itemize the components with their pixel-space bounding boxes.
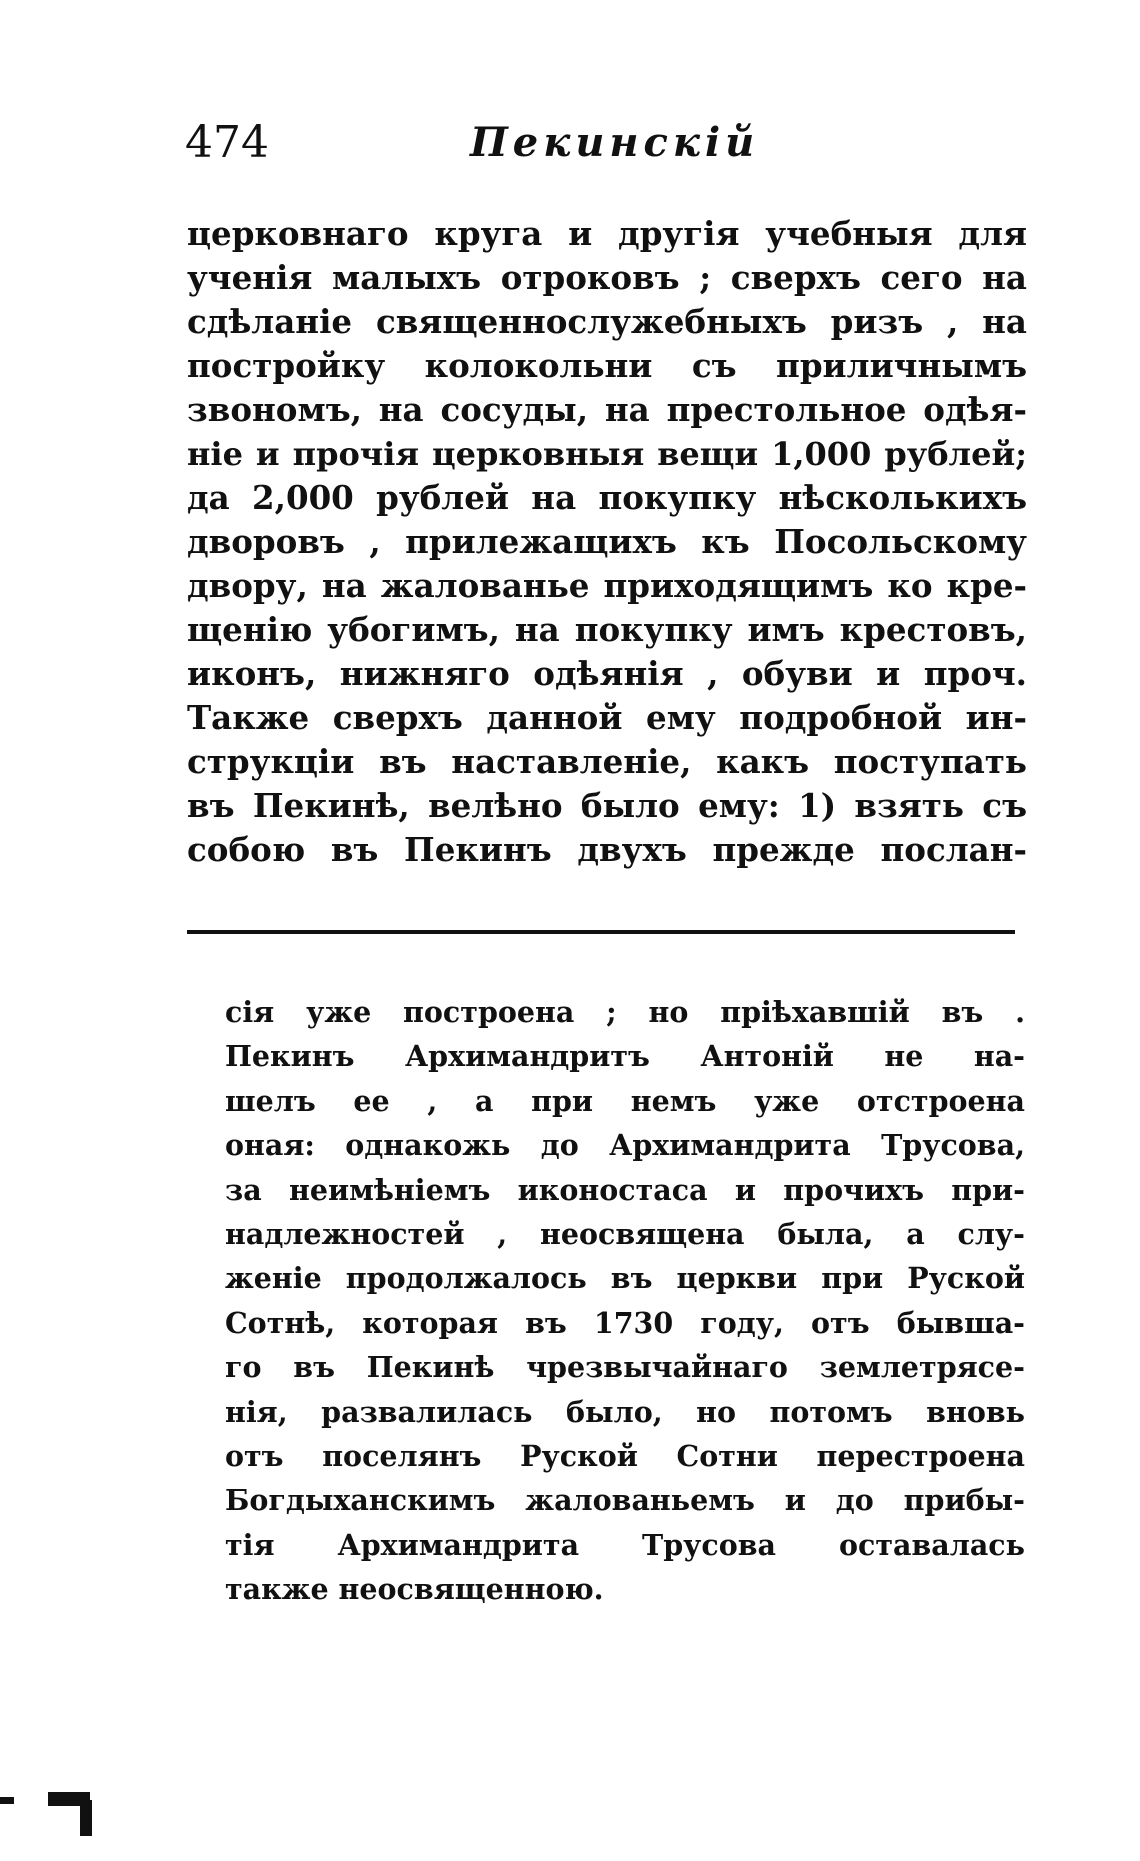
page-header <box>185 118 1015 178</box>
text-line: сдѣланіе священнослужебныхъ ризъ , на <box>187 302 1027 341</box>
text-line: постройку колокольни съ приличнымъ <box>187 346 1027 385</box>
footnote-line: Богдыханскимъ жалованьемъ и до прибы- <box>225 1483 1025 1518</box>
footnote-separator-rule <box>187 930 1015 934</box>
running-title: Пекинскій <box>470 119 760 166</box>
footnote-line: нія, развалилась было, но потомъ вновь <box>225 1394 1025 1429</box>
text-line: струкціи въ наставленіе, какъ поступать <box>187 742 1027 781</box>
text-line: да 2,000 рублей на покупку нѣсколькихъ <box>187 478 1027 517</box>
page-number: 474 <box>185 117 269 168</box>
footnote-line: за неимѣніемъ иконостаса и прочихъ при- <box>225 1172 1025 1207</box>
text-line: щенію убогимъ, на покупку имъ крестовъ, <box>187 610 1027 649</box>
text-line: звономъ, на сосуды, на престольное одѣя- <box>187 390 1027 429</box>
scan-corner-mark-icon <box>0 1770 110 1840</box>
text-line: иконъ, нижняго одѣянія , обуви и проч. <box>187 654 1027 693</box>
text-line: Также сверхъ данной ему подробной ин- <box>187 698 1027 737</box>
footnote-line: сія уже построена ; но пріѣхавшій въ . <box>225 995 1025 1029</box>
footnote-line: тія Архимандрита Трусова оставалась <box>225 1527 1025 1562</box>
text-line: собою въ Пекинъ двухъ прежде послан- <box>187 830 1027 869</box>
footnote-block <box>225 990 1025 1611</box>
text-line: церковнаго круга и другія учебныя для <box>187 214 1027 253</box>
footnote-line: оная: однакожь до Архимандрита Трусова, <box>225 1128 1025 1163</box>
text-line: въ Пекинѣ, велѣно было ему: 1) взять съ <box>187 786 1027 825</box>
text-line: дворовъ , прилежащихъ къ Посольскому <box>187 522 1027 561</box>
main-text-block <box>187 212 1027 872</box>
footnote-line: го въ Пекинѣ чрезвычайнаго землетрясе- <box>225 1350 1025 1385</box>
footnote-line: Пекинъ Архимандритъ Антоній не на- <box>225 1039 1025 1074</box>
footnote-line: шелъ ее , а при немъ уже отстроена <box>225 1083 1025 1118</box>
footnote-line: Сотнѣ, которая въ 1730 году, отъ бывша- <box>225 1305 1025 1340</box>
footnote-line: женіе продолжалось въ церкви при Руской <box>225 1261 1025 1296</box>
footnote-line: также неосвященною. <box>225 1572 604 1607</box>
footnote-line: отъ поселянъ Руской Сотни перестроена <box>225 1438 1025 1473</box>
text-line: ученія малыхъ отроковъ ; сверхъ сего на <box>187 258 1027 297</box>
text-line: ніе и прочія церковныя вещи 1,000 рублей; <box>187 435 1027 473</box>
footnote-line: надлежностей , неосвящена была, а слу- <box>225 1216 1025 1251</box>
text-line: двору, на жалованье приходящимъ ко кре- <box>187 566 1027 605</box>
